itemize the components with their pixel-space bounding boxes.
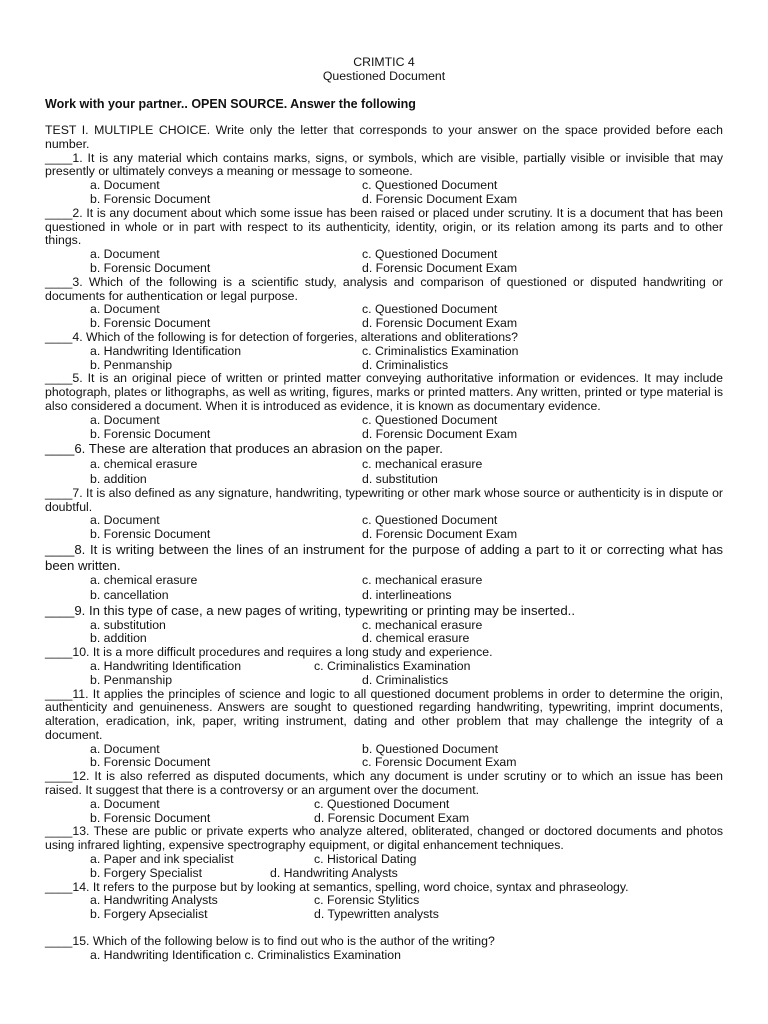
option-row: [45, 193, 723, 207]
option-c: c. Questioned Document: [362, 302, 498, 317]
option-b: b. addition: [90, 471, 147, 486]
option-a: a. chemical erasure: [90, 573, 198, 588]
option-row: [45, 359, 723, 373]
option-a: a. Handwriting Analysts: [90, 893, 218, 908]
option-b: b. Forensic Document: [90, 755, 211, 770]
question-15: ____15. Which of the following below is to find out who is the author of the writing?: [45, 934, 495, 949]
option-d: d. Criminalistics: [362, 672, 449, 687]
option-row: [45, 949, 723, 963]
option-c: c. Questioned Document: [362, 513, 498, 528]
option-a: a. Paper and ink specialist: [90, 852, 234, 867]
option-d: d. Forensic Document Exam: [362, 527, 518, 542]
option-b: b. Penmanship: [90, 672, 173, 687]
option-d: d. chemical erasure: [362, 631, 470, 646]
option-c: c. Historical Dating: [314, 852, 417, 867]
document-page: [45, 55, 723, 963]
option-row: [45, 457, 723, 472]
option-row: [45, 867, 723, 881]
option-row: [45, 894, 723, 908]
option-row: [45, 514, 723, 528]
option-c: c. Forensic Document Exam: [362, 755, 517, 770]
subject-title: Questioned Document: [322, 69, 446, 83]
question-8: ____8. It is writing between the lines of an instrument for the purpose of adding a part to it or correcting what has been written.: [45, 542, 723, 573]
course-title: CRIMTIC 4: [353, 55, 415, 69]
option-a-c: a. Handwriting Identification c. Criminalistics Examination: [90, 947, 401, 962]
question-14: ____14. It refers to the purpose but by looking at semantics, spelling, word choice, syntax and phraseology.: [45, 879, 629, 894]
option-row: [45, 428, 723, 442]
option-d: d. Handwriting Analysts: [270, 865, 398, 880]
question-4: ____4. Which of the following is for detection of forgeries, alterations and obliterations?: [45, 329, 519, 344]
question-2: ____2. It is any document about which some issue has been raised or placed under scrutiny. It is a document that has been questioned in whole or in part with respect to its authenticity, identity, origin, or its relation among its parts and to other things.: [45, 205, 723, 248]
option-c: c. Questioned Document: [314, 796, 450, 811]
option-d: d. Forensic Document Exam: [362, 260, 518, 275]
option-row: [45, 303, 723, 317]
option-d: d. Forensic Document Exam: [362, 191, 518, 206]
option-row: [45, 179, 723, 193]
option-a: a. Document: [90, 513, 160, 528]
option-row: [45, 812, 723, 826]
option-b: b. Forensic Document: [90, 426, 211, 441]
question-5: ____5. It is an original piece of written or printed matter conveying authoritative information or evidences. It may include photograph, plates or lithographs, as well as writing, figures, marks or printed matters. Any written, printed or type material is also considered a document. When it is introduced as evidence, it is known as documentary evidence.: [45, 371, 723, 413]
option-row: [45, 262, 723, 276]
option-d: d. Forensic Document Exam: [362, 426, 518, 441]
option-row: [45, 414, 723, 428]
option-c: c. Questioned Document: [362, 247, 498, 262]
question-13: ____13. These are public or private experts who analyze altered, obliterated, changed or doctored documents and photos using infrared lighting, expensive spectrography equipment, or digital enhancement techniques.: [45, 824, 723, 853]
option-b: b. Forensic Document: [90, 260, 211, 275]
option-d: d. Typewritten analysts: [314, 907, 439, 922]
question-7: ____7. It is also defined as any signature, handwriting, typewriting or other mark whose source or authenticity is in dispute or doubtful.: [45, 485, 723, 514]
option-row: [45, 573, 723, 588]
option-row: [45, 743, 723, 757]
option-row: [45, 660, 723, 674]
option-b: b. Forensic Document: [90, 316, 211, 331]
option-a: a. Document: [90, 178, 160, 193]
option-b: b. Penmanship: [90, 357, 173, 372]
option-b: b. Forensic Document: [90, 527, 211, 542]
option-b: b. Forgery Specialist: [90, 865, 203, 880]
option-c: c. mechanical erasure: [362, 617, 483, 632]
option-a: a. Document: [90, 247, 160, 262]
option-row: [45, 248, 723, 262]
option-b: b. Forensic Document: [90, 191, 211, 206]
option-row: [45, 632, 723, 646]
option-c: c. Questioned Document: [362, 412, 498, 427]
option-c: c. Questioned Document: [362, 178, 498, 193]
option-row: [45, 853, 723, 867]
option-d: d. Forensic Document Exam: [314, 810, 470, 825]
option-row: [45, 798, 723, 812]
option-a: a. Handwriting Identification: [90, 658, 242, 673]
option-d: d. Criminalistics: [362, 357, 449, 372]
instruction: Work with your partner.. OPEN SOURCE. Answer the following: [45, 97, 416, 111]
question-12: ____12. It is also referred as disputed documents, which any document is under scrutiny or to which an issue has been raised. It suggest that there is a controversy or an argument over the document.: [45, 769, 723, 798]
option-d: d. substitution: [362, 471, 438, 486]
question-9: ____9. In this type of case, a new pages of writing, typewriting or printing may be inserted..: [45, 603, 575, 619]
option-row: [45, 472, 723, 487]
question-1: ____1. It is any material which contains marks, signs, or symbols, which are visible, partially visible or invisible that may presently or ultimately conveys a meaning or message to someone.: [45, 150, 723, 179]
option-b: b. Forgery Apsecialist: [90, 907, 208, 922]
option-row: [45, 345, 723, 359]
test-intro: TEST I. MULTIPLE CHOICE. Write only the letter that corresponds to your answer on the space provided before each number.: [45, 123, 723, 151]
option-row: [45, 756, 723, 770]
option-a: a. Document: [90, 302, 160, 317]
option-c: c. Forensic Stylitics: [314, 893, 420, 908]
question-11: ____11. It applies the principles of science and logic to all questioned document problems in order to determine the origin, authenticity and genuineness. Answers are sought to questioned regarding handwriting, typewriting, imprint documents, alteration, eradication, ink, paper, writing instrument, dating and other problem that may challenge the integrity of a document.: [45, 686, 723, 742]
option-row: [45, 528, 723, 542]
option-b: b. Forensic Document: [90, 810, 211, 825]
option-a: a. Document: [90, 412, 160, 427]
option-c: c. Criminalistics Examination: [362, 343, 519, 358]
option-b: b. Questioned Document: [362, 741, 499, 756]
option-c: c. mechanical erasure: [362, 456, 483, 471]
option-row: [45, 619, 723, 633]
option-d: d. interlineations: [362, 588, 452, 603]
option-a: a. Handwriting Identification: [90, 343, 242, 358]
option-a: a. Document: [90, 741, 160, 756]
option-c: c. Criminalistics Examination: [314, 658, 471, 673]
question-10: ____10. It is a more difficult procedures and requires a long study and experience.: [45, 645, 493, 660]
option-row: [45, 317, 723, 331]
option-a: a. chemical erasure: [90, 456, 198, 471]
option-a: a. Document: [90, 796, 160, 811]
option-row: [45, 588, 723, 603]
question-3: ____3. Which of the following is a scientific study, analysis and comparison of questioned or disputed handwriting or documents for authentication or legal purpose.: [45, 274, 723, 303]
option-row: [45, 674, 723, 688]
option-row: [45, 908, 723, 922]
question-6: ____6. These are alteration that produces an abrasion on the paper.: [45, 441, 443, 457]
option-b: b. cancellation: [90, 588, 169, 603]
option-d: d. Forensic Document Exam: [362, 316, 518, 331]
option-b: b. addition: [90, 631, 147, 646]
option-a: a. substitution: [90, 617, 166, 632]
option-c: c. mechanical erasure: [362, 573, 483, 588]
